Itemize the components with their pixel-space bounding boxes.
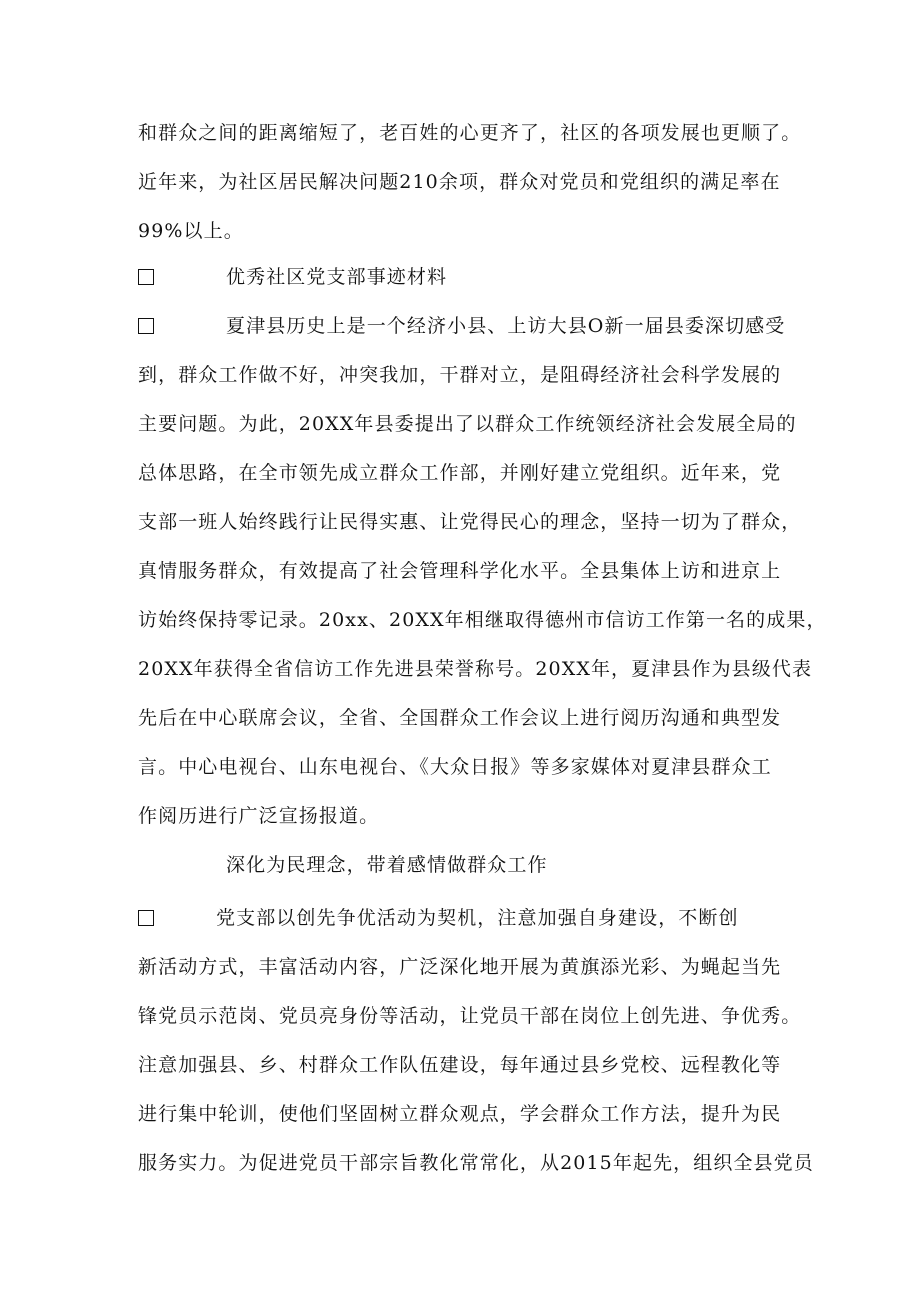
intro-line-3: 99%以上。 bbox=[138, 220, 244, 242]
para1-line-1: 夏津县历史上是一个经济小县、上访大县O新一届县委深切感受 bbox=[226, 315, 786, 337]
subheading: 深化为民理念，带着感情做群众工作 bbox=[226, 854, 548, 876]
para2-line-4: 注意加强县、乡、村群众工作队伍建设，每年通过县乡党校、远程教化等 bbox=[138, 1054, 782, 1076]
para1-line-4: 总体思路，在全市领先成立群众工作部，并刚好建立党组织。近年来，党 bbox=[138, 462, 782, 484]
para1-line-6: 真情服务群众，有效提高了社会管理科学化水平。全县集体上访和进京上 bbox=[138, 560, 782, 582]
para2-line-5: 进行集中轮训，使他们坚固树立群众观点，学会群众工作方法，提升为民 bbox=[138, 1103, 782, 1125]
para1-line-9: 先后在中心联席会议，全省、全国群众工作会议上进行阅历沟通和典型发 bbox=[138, 707, 782, 729]
checkbox-icon bbox=[138, 269, 154, 285]
para2-line-3: 锋党员示范岗、党员亮身份等活动，让党员干部在岗位上创先进、争优秀。 bbox=[138, 1005, 802, 1027]
checkbox-icon bbox=[138, 318, 154, 334]
para2-line-2: 新活动方式，丰富活动内容，广泛深化地开展为黄旗添光彩、为蝇起当先 bbox=[138, 956, 782, 978]
para1-line-3: 主要问题。为此，20XX年县委提出了以群众工作统领经济社会发展全局的 bbox=[138, 413, 797, 435]
intro-line-2: 近年来，为社区居民解决问题210余项，群众对党员和党组织的满足率在 bbox=[138, 171, 781, 193]
para1-line-10: 言。中心电视台、山东电视台、《大众日报》等多家媒体对夏津县群众工 bbox=[138, 756, 772, 778]
para1-line-8: 20XX年获得全省信访工作先进县荣誉称号。20XX年，夏津县作为县级代表 bbox=[138, 658, 813, 680]
intro-line-1: 和群众之间的距离缩短了，老百姓的心更齐了，社区的各项发展也更顺了。 bbox=[138, 122, 802, 144]
para2-line-1: 党支部以创先争优活动为契机，注意加强自身建设，不断创 bbox=[216, 907, 739, 929]
section-title: 优秀社区党支部事迹材料 bbox=[226, 266, 448, 288]
para1-line-11: 作阅历进行广泛宣扬报道。 bbox=[138, 805, 380, 827]
para1-line-7: 访始终保持零记录。20xx、20XX年相继取得德州市信访工作第一名的成果， bbox=[138, 609, 827, 631]
para1-line-5: 支部一班人始终践行让民得实惠、让党得民心的理念，坚持一切为了群众， bbox=[138, 511, 802, 533]
checkbox-icon bbox=[138, 910, 154, 926]
para1-line-2: 到，群众工作做不好，冲突我加，干群对立，是阻碍经济社会科学发展的 bbox=[138, 364, 782, 386]
para2-line-6: 服务实力。为促进党员干部宗旨教化常常化，从2015年起先，组织全县党员 bbox=[138, 1152, 814, 1174]
